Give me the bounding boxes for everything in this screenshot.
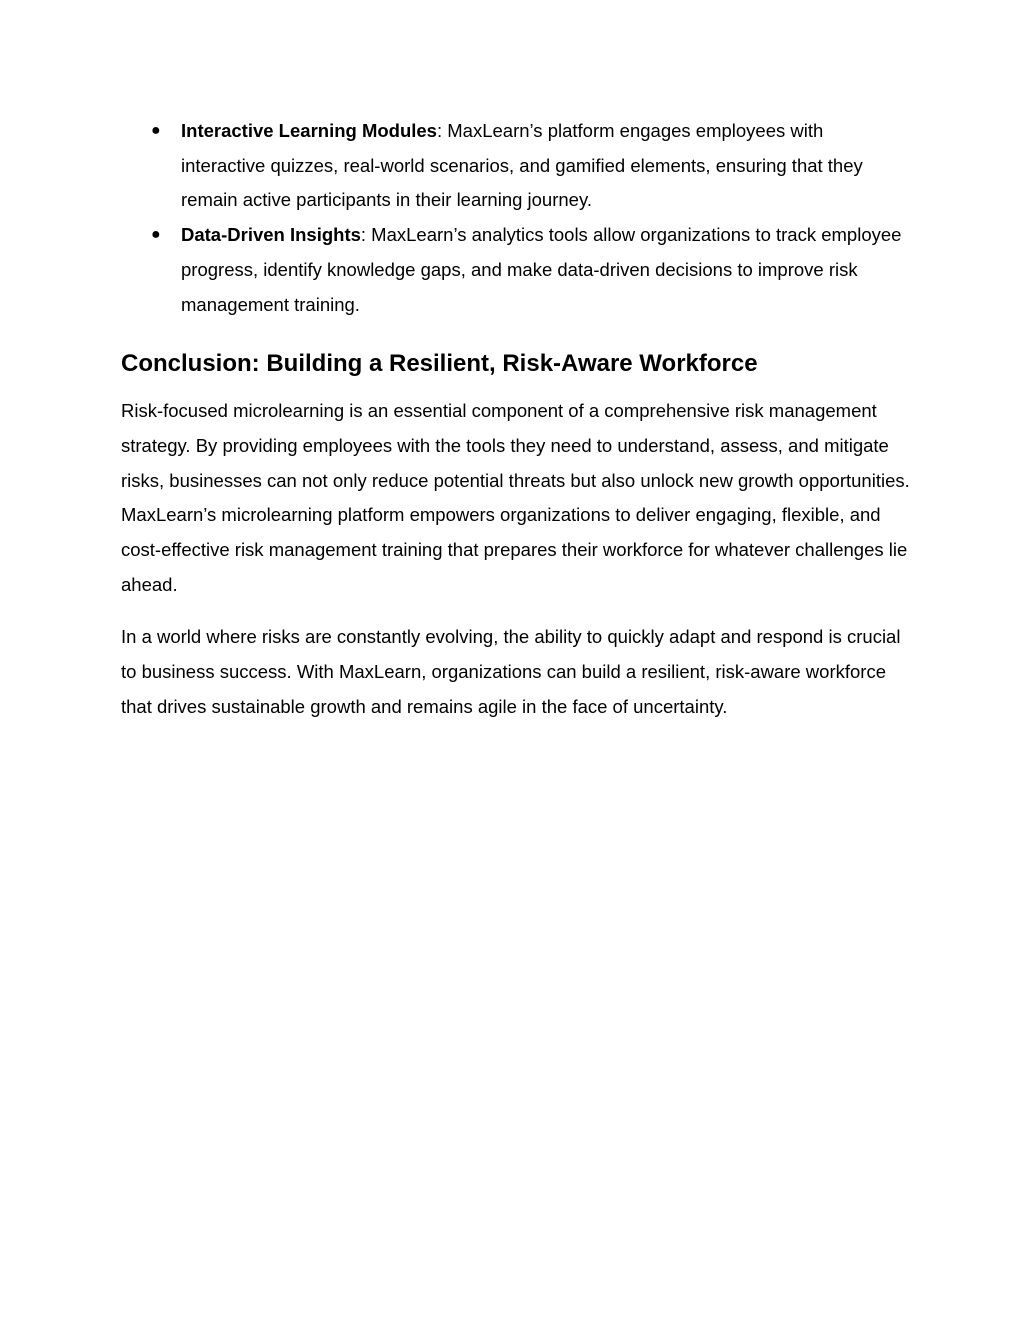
feature-bullet-list	[121, 114, 911, 322]
bullet-term: Data-Driven Insights	[181, 224, 361, 246]
conclusion-paragraph-1: Risk-focused microlearning is an essential component of a comprehensive risk management strategy. By providing employees with the tools they need to understand, assess, and mitigate risks, businesses can not only reduce potential threats but also unlock new growth opportunities. MaxLearn’s microlearning platform empowers organizations to deliver engaging, flexible, and cost-effective risk management training that prepares their workforce for whatever challenges lie ahead.	[121, 400, 910, 595]
conclusion-paragraph-2: In a world where risks are constantly evolving, the ability to quickly adapt and respond is crucial to business success. With MaxLearn, organizations can build a resilient, risk-aware workforce that drives sustainable growth and remains agile in the face of uncertainty.	[121, 626, 901, 717]
bullet-text: : MaxLearn’s platform engages employees with interactive quizzes, real-world scenarios, and gamified elements, ensuring that they remain active participants in their learning journey.	[181, 120, 863, 211]
bullet-dot-icon: ●	[151, 226, 161, 244]
bullet-dot-icon: ●	[151, 122, 161, 139]
bullet-text: : MaxLearn’s analytics tools allow organizations to track employee progress, identify knowledge gaps, and make data-driven decisions to improve risk management training.	[181, 224, 902, 315]
document-page	[121, 114, 911, 725]
bullet-term: Interactive Learning Modules	[181, 120, 437, 141]
bullet-item-data-driven-insights	[121, 218, 911, 322]
conclusion-heading: Conclusion: Building a Resilient, Risk-Aware Workforce	[121, 350, 758, 378]
bullet-item-interactive-modules	[121, 114, 911, 218]
